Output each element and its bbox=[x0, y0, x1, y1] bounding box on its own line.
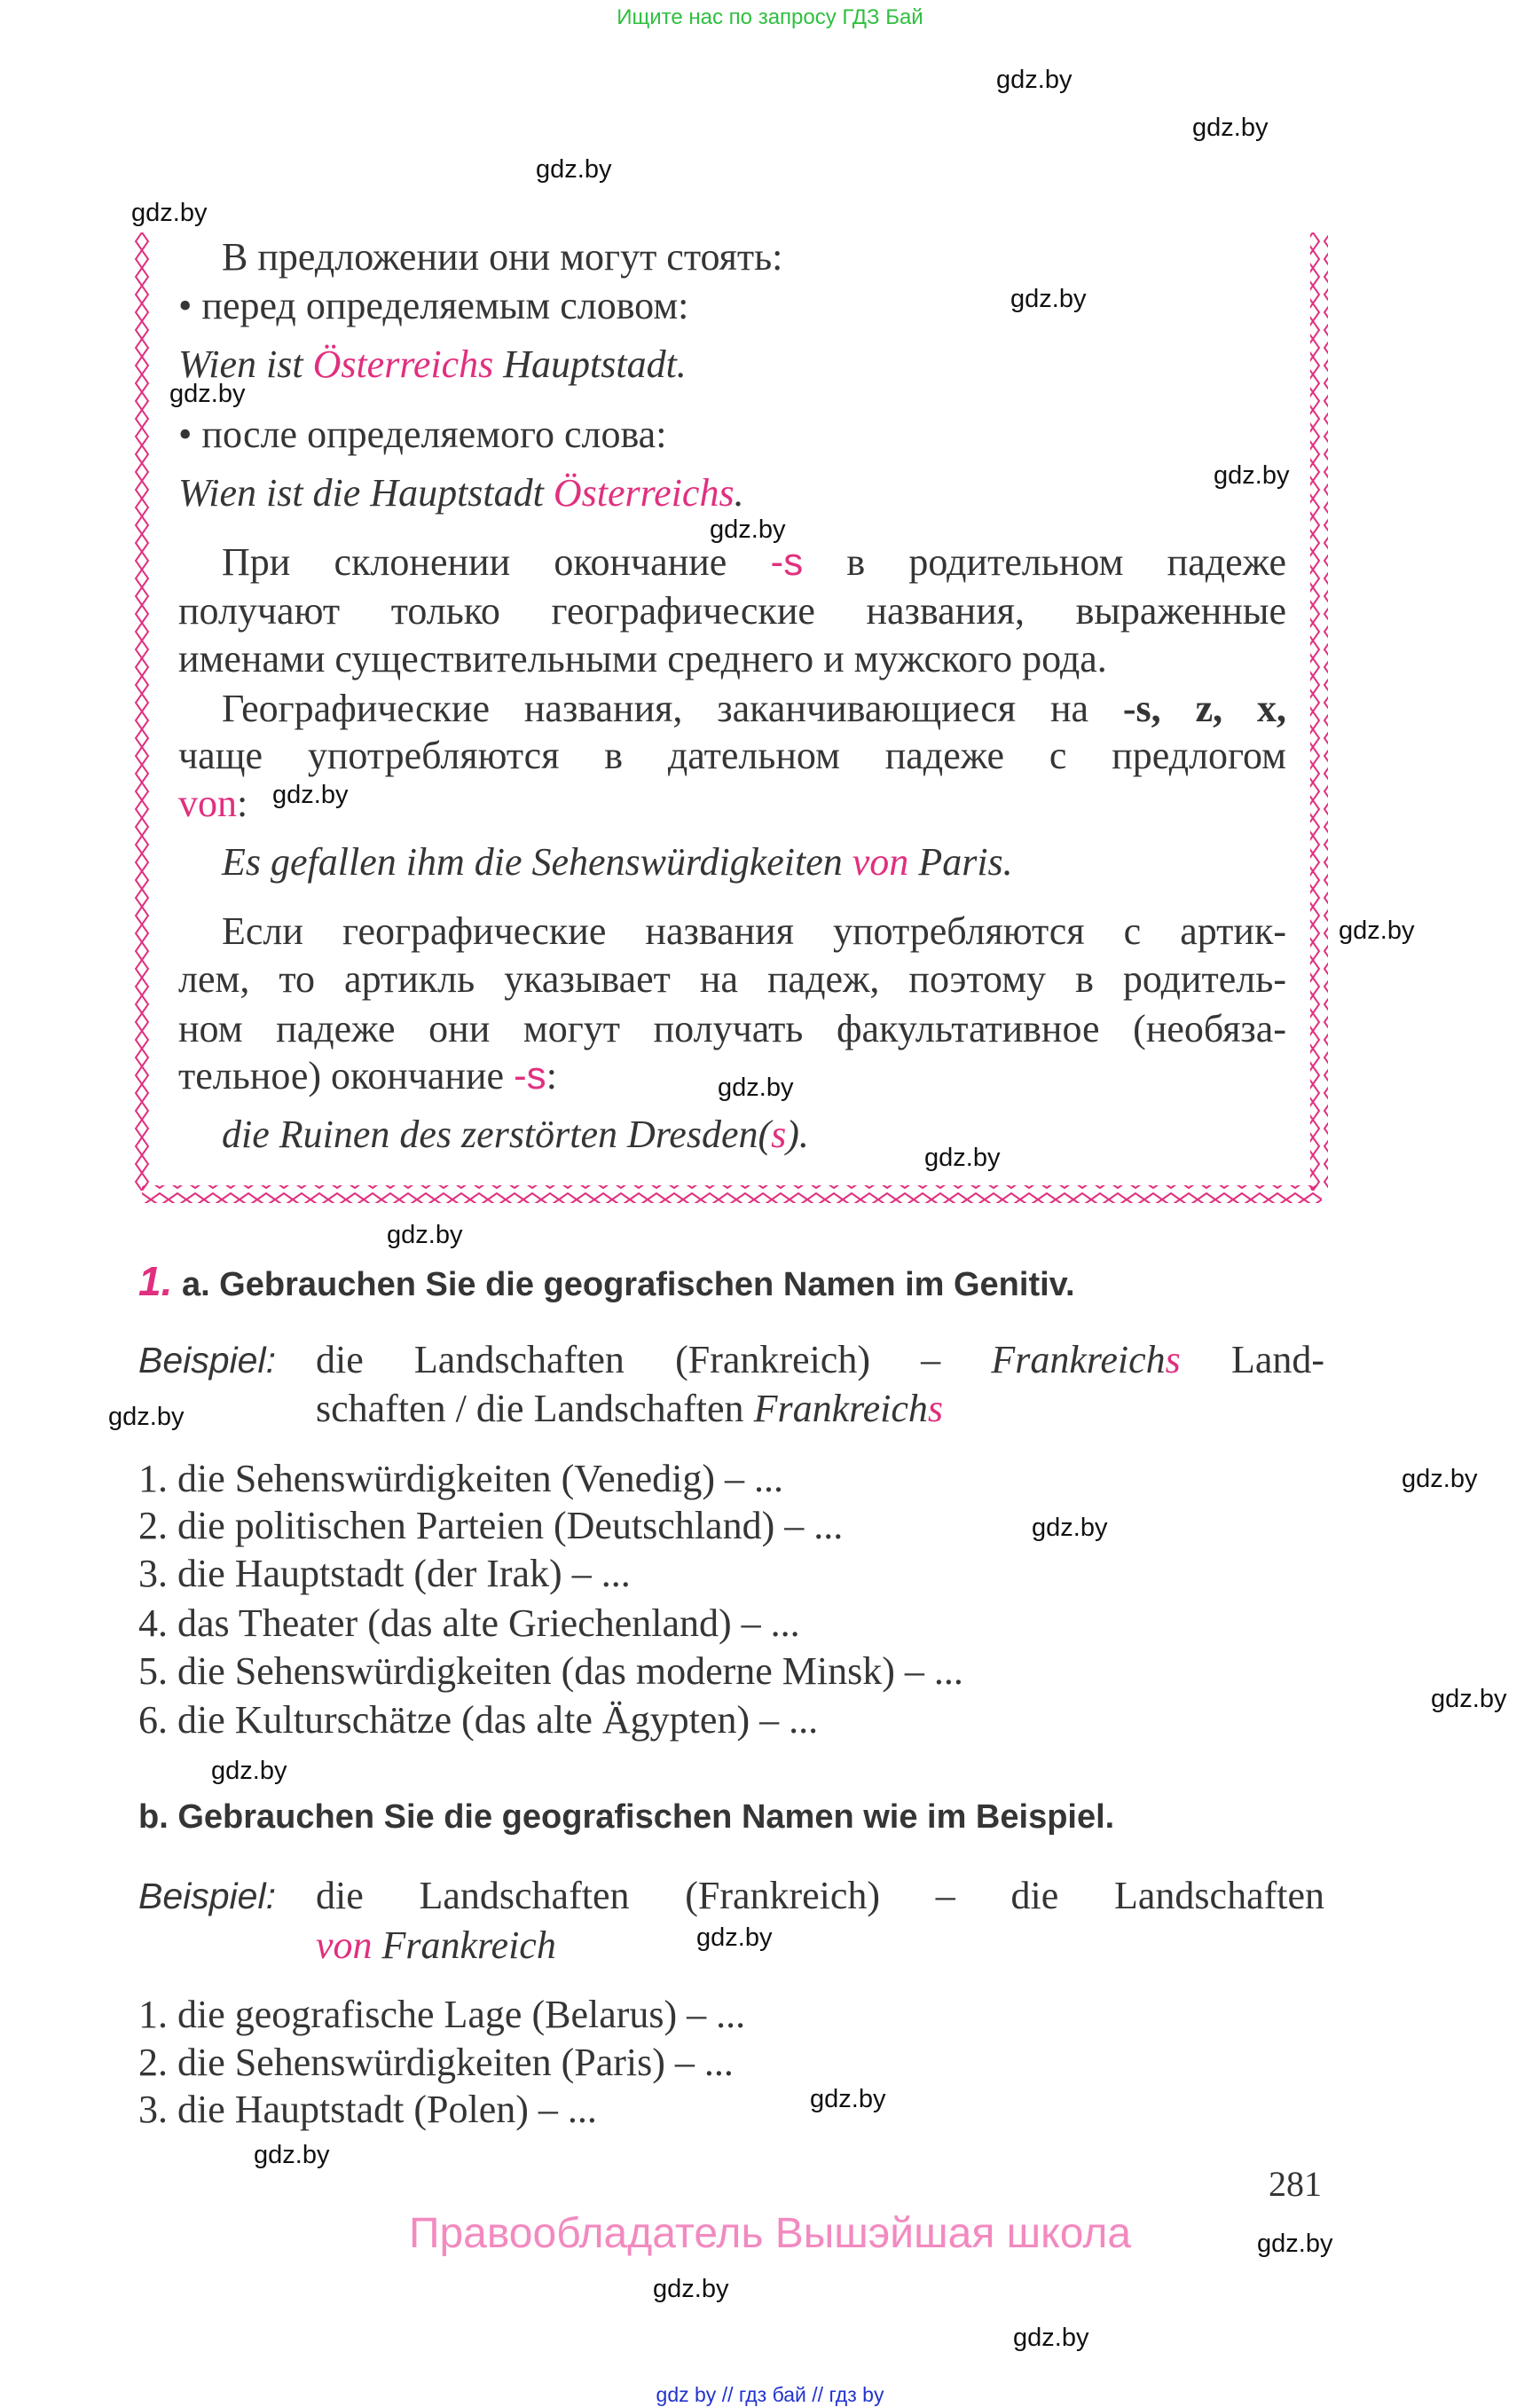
example-text: schaften / die Landschaften bbox=[316, 1387, 754, 1430]
rule-text: Географические названия, заканчивающиеся на bbox=[222, 687, 1123, 730]
exercise-a-title: a. Gebrauchen Sie die geografischen Namen im Genitiv. bbox=[181, 1266, 1075, 1303]
preposition-highlight: von bbox=[852, 840, 909, 884]
watermark: gdz.by bbox=[710, 515, 786, 544]
watermark: gdz.by bbox=[1214, 461, 1290, 490]
rule-line: чаще употребляются в дательном падеже с предлогом bbox=[178, 734, 1286, 777]
exercise-item: 6. die Kulturschätze (das alte Ägypten) – ... bbox=[138, 1698, 819, 1742]
exercise-item: 2. die Sehenswürdigkeiten (Paris) – ... bbox=[138, 2041, 734, 2084]
page-number: 281 bbox=[1269, 2164, 1322, 2204]
example-text: Wien ist die Hauptstadt bbox=[178, 471, 554, 515]
rule-line: лем, то артикль указывает на падеж, поэтому в родитель- bbox=[178, 957, 1286, 1001]
genitive-word: Frankreich bbox=[991, 1338, 1166, 1381]
watermark: gdz.by bbox=[211, 1757, 287, 1785]
example-sentence bbox=[178, 469, 744, 517]
example-sentence bbox=[178, 341, 687, 389]
watermark: gdz.by bbox=[653, 2275, 729, 2303]
exercise-item: 3. die Hauptstadt (Polen) – ... bbox=[138, 2088, 597, 2131]
rule-line bbox=[222, 685, 1286, 733]
beispiel-label: Beispiel: bbox=[138, 1340, 276, 1380]
rule-text: : bbox=[237, 782, 248, 825]
watermark: gdz.by bbox=[996, 66, 1072, 94]
exercise-item: 2. die politischen Parteien (Deutschland) – ... bbox=[138, 1504, 844, 1547]
bullet-line: • после определяемого слова: bbox=[178, 413, 667, 456]
watermark: gdz.by bbox=[387, 1221, 463, 1249]
watermark: gdz.by bbox=[108, 1403, 185, 1431]
watermark: gdz.by bbox=[1257, 2230, 1333, 2258]
exercise-number: 1. bbox=[138, 1258, 173, 1304]
rule-text: в родительном падеже bbox=[803, 540, 1286, 584]
watermark: gdz.by bbox=[1032, 1514, 1108, 1542]
endings-bold: -s, z, x, bbox=[1122, 687, 1286, 730]
watermark: gdz.by bbox=[131, 199, 208, 227]
watermark: gdz.by bbox=[718, 1074, 794, 1102]
watermark: gdz.by bbox=[810, 2085, 886, 2113]
genitive-word: Frankreich bbox=[753, 1387, 928, 1430]
example-line: die Landschaften (Frankreich) – die Landschaften bbox=[316, 1874, 1324, 1917]
rule-line bbox=[222, 539, 1286, 586]
rule-line: Если географические названия употребляются с артик- bbox=[222, 909, 1286, 953]
example-text: Paris. bbox=[908, 840, 1013, 884]
exercise-item: 5. die Sehenswürdigkeiten (das moderne Minsk) – ... bbox=[138, 1649, 963, 1693]
preposition-highlight: von bbox=[178, 782, 237, 825]
rule-text: : bbox=[546, 1054, 557, 1097]
example-line bbox=[316, 1385, 943, 1433]
rule-line: ном падеже они могут получать факультативное (необяза- bbox=[178, 1007, 1286, 1050]
watermark: gdz.by bbox=[924, 1144, 1001, 1172]
example-text: . bbox=[734, 471, 744, 515]
beispiel-label: Beispiel: bbox=[138, 1876, 276, 1916]
watermark: gdz.by bbox=[1010, 285, 1087, 313]
genitive-ending: s bbox=[927, 1387, 943, 1430]
example-sentence bbox=[222, 1111, 809, 1159]
exercise-item: 1. die geografische Lage (Belarus) – ... bbox=[138, 1993, 746, 2036]
footer-link-gdz-bai[interactable]: гдз бай bbox=[738, 2383, 806, 2406]
exercise-item: 1. die Sehenswürdigkeiten (Venedig) – ... bbox=[138, 1457, 784, 1500]
watermark: gdz.by bbox=[169, 380, 246, 408]
watermark: gdz.by bbox=[1339, 916, 1415, 945]
watermark: gdz.by bbox=[1431, 1685, 1507, 1713]
preposition-highlight: von bbox=[316, 1923, 373, 1967]
ending-highlight: s bbox=[771, 1113, 787, 1156]
example-text: Wien ist bbox=[178, 342, 313, 386]
example-text: Hauptstadt. bbox=[493, 342, 687, 386]
watermark: gdz.by bbox=[536, 155, 612, 184]
bullet-line: • перед определяемым словом: bbox=[178, 284, 689, 327]
footer-separator: // bbox=[812, 2383, 824, 2406]
example-text: die Landschaften (Frankreich) – bbox=[316, 1338, 992, 1381]
example-line bbox=[316, 1336, 1324, 1384]
watermark: gdz.by bbox=[272, 781, 349, 809]
exercise-item: 4. das Theater (das alte Griechenland) – ... bbox=[138, 1601, 800, 1645]
example-text: ). bbox=[786, 1113, 809, 1156]
example-text: Es gefallen ihm die Sehenswürdigkeiten bbox=[222, 840, 852, 884]
rule-line bbox=[178, 780, 248, 828]
rule-line: получают только географические названия, выраженные bbox=[178, 589, 1286, 633]
example-sentence bbox=[222, 838, 1013, 886]
watermark: gdz.by bbox=[1013, 2324, 1089, 2352]
exercise-item: 3. die Hauptstadt (der Irak) – ... bbox=[138, 1552, 631, 1595]
ending-highlight: -s bbox=[514, 1054, 546, 1097]
rule-text: тельное) окончание bbox=[178, 1054, 515, 1097]
rule-line bbox=[178, 1052, 557, 1100]
example-text: Frankreich bbox=[372, 1923, 556, 1967]
watermark: gdz.by bbox=[1192, 114, 1269, 142]
genitive-highlight: Österreichs bbox=[553, 471, 735, 515]
rule-line: В предложении они могут стоять: bbox=[222, 235, 783, 279]
watermark: gdz.by bbox=[1402, 1465, 1478, 1493]
footer-link-gdz-by[interactable]: gdz by bbox=[656, 2383, 717, 2406]
example-text: die Ruinen des zerstörten Dresden( bbox=[222, 1113, 772, 1156]
genitive-ending: s bbox=[1165, 1338, 1181, 1381]
rule-line: именами существительными среднего и мужского рода. bbox=[178, 637, 1107, 680]
copyright-notice: Правообладатель Вышэйшая школа bbox=[408, 2210, 1132, 2257]
footer-link-gdz-by-cyr[interactable]: гдз by bbox=[829, 2383, 884, 2406]
exercise-a-heading bbox=[138, 1259, 1075, 1307]
example-line bbox=[316, 1922, 556, 1970]
ending-highlight: -s bbox=[770, 540, 804, 584]
example-text: Land- bbox=[1180, 1338, 1324, 1381]
search-hint-header: Ищите нас по запросу ГДЗ Бай bbox=[617, 5, 923, 29]
watermark: gdz.by bbox=[254, 2141, 330, 2169]
genitive-highlight: Österreichs bbox=[312, 342, 494, 386]
footer-separator: // bbox=[721, 2383, 734, 2406]
rule-text: При склонении окончание bbox=[222, 540, 771, 584]
exercise-b-title: b. Gebrauchen Sie die geografischen Namen wie im Beispiel. bbox=[138, 1798, 1115, 1836]
watermark: gdz.by bbox=[696, 1923, 773, 1952]
